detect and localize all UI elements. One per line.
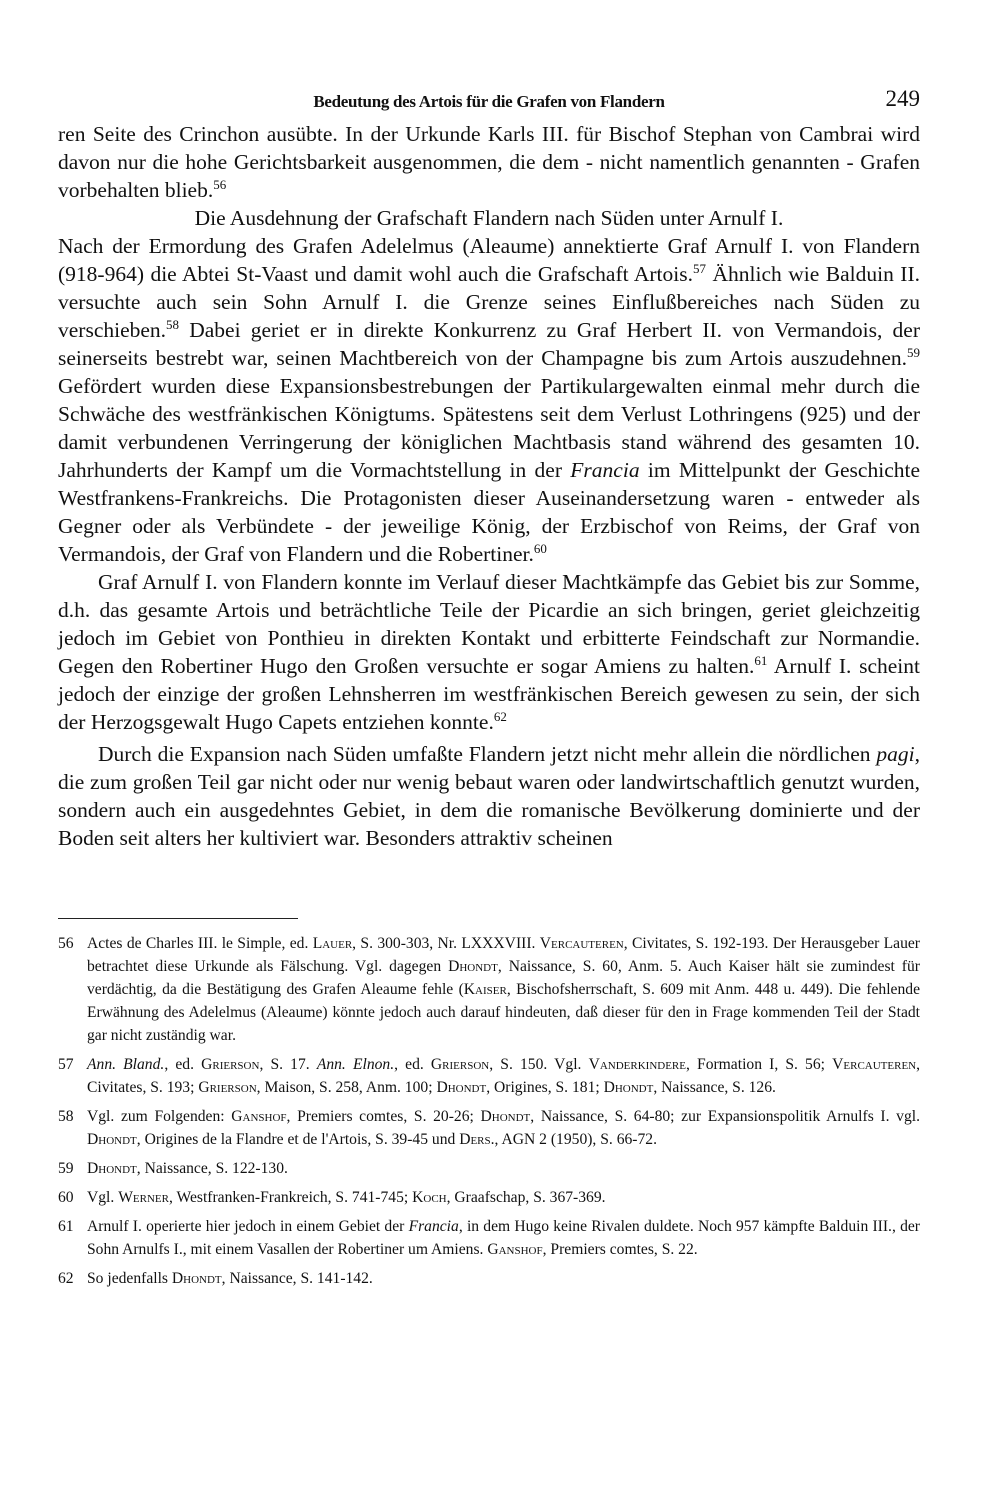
footnote-number: 60 bbox=[58, 1189, 74, 1206]
author-name: Ders. bbox=[459, 1131, 495, 1148]
footnote-ref: 61 bbox=[754, 653, 768, 668]
author-name: Dhondt bbox=[480, 1108, 531, 1125]
text-run: , Naissance, S. 126. bbox=[653, 1079, 776, 1096]
text-run: Durch die Expansion nach Süden umfaßte Flandern jetzt nicht mehr allein die nördlichen bbox=[98, 742, 877, 766]
footnote-text bbox=[87, 1267, 920, 1290]
text-run: Nach der Ermordung des Grafen Adelelmus (Aleaume) annektierte Graf Arnulf I. von Flandern (918-964) die Abtei St-Vaast und damit wohl auch die Grafschaft Artois. bbox=[58, 234, 920, 286]
author-name: Dhondt bbox=[436, 1079, 487, 1096]
section-heading: Die Ausdehnung der Grafschaft Flandern nach Süden unter Arnulf I. bbox=[194, 206, 784, 230]
footnote-text bbox=[87, 1053, 920, 1099]
footnote bbox=[58, 1105, 920, 1151]
author-name: Kaiser bbox=[463, 981, 507, 998]
author-name: Lauer bbox=[312, 935, 353, 952]
footnote bbox=[58, 1215, 920, 1261]
text-run: im Mittelpunkt der Geschichte Westfrankens-Frankreichs. Die Protagonisten dieser Auseinandersetzung waren - entweder als Gegner oder als Verbündete - der jeweilige König, der Erzbischof von Reims, der Graf von Vermandois, der Graf von Flandern und die Robertiner. bbox=[58, 458, 920, 566]
footnote-separator bbox=[58, 918, 298, 919]
book-page bbox=[58, 86, 920, 1296]
footnote-text bbox=[87, 1157, 920, 1180]
footnotes bbox=[58, 932, 920, 1290]
footnote-number: 61 bbox=[58, 1218, 74, 1235]
author-name: Werner bbox=[118, 1189, 169, 1206]
page-number: 249 bbox=[885, 86, 920, 111]
text-run: , Naissance, S. 64-80; zur Expansionspolitik Arnulfs I. vgl. bbox=[530, 1108, 920, 1125]
author-name: Grierson bbox=[201, 1056, 260, 1073]
text-run: , die zum großen Teil gar nicht oder nur wenig bebaut waren oder landwirtschaftlich genutzt wurden, sondern auch ein ausgedehntes Gebiet, in dem die romanische Bevölkerung dominierte und der Boden seit alters her kultiviert war. Besonders attraktiv scheinen bbox=[58, 742, 920, 850]
text-run: , Bischofsherrschaft, S. 609 mit Anm. 448 u. 449). Die fehlende Erwähnung des Adelelmus (Aleaume) könnte jedoch auch darauf hindeuten, daß dieser für den in Frage kommenden Teil der Stadt gar nicht zuständig war. bbox=[87, 981, 920, 1044]
footnote-ref: 59 bbox=[907, 345, 920, 360]
author-name: Dhondt bbox=[603, 1079, 654, 1096]
text-run: Graf Arnulf I. von Flandern konnte im Verlauf dieser Machtkämpfe das Gebiet bis zur Somme, d.h. das gesamte Artois und beträchtliche Teile der Picardie an sich bringen, geriet gleichzeitig jedoch im Gebiet von Ponthieu in direkten Kontakt und erbitterte Feindschaft zur Normandie. Gegen den Robertiner Hugo den Großen versuchte er sogar Amiens zu halten. bbox=[58, 570, 920, 678]
footnote-number: 56 bbox=[58, 935, 74, 952]
author-name: Ganshof bbox=[231, 1108, 287, 1125]
text-run: ren Seite des Crinchon ausübte. In der Urkunde Karls III. für Bischof Stephan von Cambrai wird davon nur die hohe Gerichtsbarkeit ausgenommen, die dem - nicht namentlich genannten - Grafen vorbehalten blieb. bbox=[58, 122, 920, 202]
footnote bbox=[58, 1157, 920, 1180]
text-run: , S. 150. Vgl. bbox=[489, 1056, 589, 1073]
running-head bbox=[58, 86, 920, 120]
text-run: , Origines, S. 181; bbox=[486, 1079, 604, 1096]
main-text bbox=[58, 120, 920, 852]
footnote-text bbox=[87, 1215, 920, 1261]
author-name: Grierson bbox=[198, 1079, 257, 1096]
text-run: So jedenfalls bbox=[87, 1270, 172, 1287]
footnote-text bbox=[87, 1105, 920, 1151]
text-run: , S. 300-303, Nr. LXXXVIII. bbox=[352, 935, 540, 952]
text-run: Actes de Charles III. le Simple, ed. bbox=[87, 935, 313, 952]
text-run: , AGN 2 (1950), S. 66-72. bbox=[494, 1131, 657, 1148]
italic-text: Ann. Bland. bbox=[87, 1056, 165, 1073]
footnote-number: 59 bbox=[58, 1160, 74, 1177]
footnote-ref: 56 bbox=[213, 177, 227, 192]
text-run: , Origines de la Flandre et de l'Artois, S. 39-45 und bbox=[136, 1131, 460, 1148]
text-run: , Civitates, S. 193; bbox=[87, 1056, 921, 1096]
author-name: Vanderkindere bbox=[588, 1056, 686, 1073]
footnote bbox=[58, 1053, 920, 1099]
text-run: , Premiers comtes, S. 20-26; bbox=[286, 1108, 481, 1125]
text-run: , ed. bbox=[164, 1056, 202, 1073]
text-run: Arnulf I. operierte hier jedoch in einem Gebiet der bbox=[87, 1218, 409, 1235]
footnote bbox=[58, 1186, 920, 1209]
text-run: , Naissance, S. 141-142. bbox=[221, 1270, 373, 1287]
text-run: , ed. bbox=[394, 1056, 431, 1073]
footnote-text bbox=[87, 1186, 920, 1209]
text-run: Vgl. bbox=[87, 1189, 119, 1206]
paragraph-continuation bbox=[58, 120, 920, 204]
paragraph bbox=[58, 568, 920, 736]
text-run: Vgl. zum Folgenden: bbox=[87, 1108, 232, 1125]
footnote-number: 62 bbox=[58, 1270, 74, 1287]
italic-text: Ann. Elnon. bbox=[316, 1056, 395, 1073]
text-run: , S. 17. bbox=[259, 1056, 317, 1073]
running-title: Bedeutung des Artois für die Grafen von Flandern bbox=[313, 92, 665, 111]
text-run: Dabei geriet er in direkte Konkurrenz zu Graf Herbert II. von Vermandois, der seinerseits bestrebt war, seinen Machtbereich von der Champagne bis zum Artois auszudehnen. bbox=[58, 318, 920, 370]
author-name: Dhondt bbox=[171, 1270, 222, 1287]
text-run: , Premiers comtes, S. 22. bbox=[542, 1241, 698, 1258]
footnote-ref: 57 bbox=[693, 261, 706, 276]
text-run: Ähnlich wie Balduin II. versuchte auch sein Sohn Arnulf I. die Grenze seines Einflußbereiches nach Süden zu verschieben. bbox=[58, 262, 920, 342]
text-run: , Civitates, S. 192-193. Der Herausgeber Lauer betrachtet diese Urkunde als Fälschung. Vgl. dagegen bbox=[87, 935, 921, 975]
footnote bbox=[58, 932, 920, 1047]
author-name: Dhondt bbox=[87, 1131, 137, 1148]
footnote-number: 58 bbox=[58, 1108, 74, 1125]
text-run: , Naissance, S. 122-130. bbox=[136, 1160, 288, 1177]
author-name: Dhondt bbox=[87, 1160, 137, 1177]
footnote-number: 57 bbox=[58, 1056, 74, 1073]
text-run: , Westfranken-Frankreich, S. 741-745; bbox=[168, 1189, 413, 1206]
author-name: Ganshof bbox=[487, 1241, 543, 1258]
footnote-text bbox=[87, 932, 920, 1047]
footnote bbox=[58, 1267, 920, 1290]
paragraph bbox=[58, 232, 920, 568]
footnote-ref: 58 bbox=[166, 317, 180, 332]
author-name: Dhondt bbox=[448, 958, 498, 975]
author-name: Vercauteren bbox=[539, 935, 624, 952]
italic-text: pagi bbox=[876, 742, 915, 766]
text-run: Arnulf I. scheint jedoch der einzige der großen Lehnsherren im westfränkischen Bereich gewesen zu sein, der sich der Herzogsgewalt Hugo Capets entziehen konnte. bbox=[58, 654, 920, 734]
text-run: , Maison, S. 258, Anm. 100; bbox=[256, 1079, 437, 1096]
paragraph bbox=[58, 740, 920, 852]
text-run: , Formation I, S. 56; bbox=[685, 1056, 833, 1073]
text-run: , Graafschap, S. 367-369. bbox=[446, 1189, 606, 1206]
italic-text: Francia bbox=[408, 1218, 459, 1235]
author-name: Vercauteren bbox=[832, 1056, 917, 1073]
text-run: Gefördert wurden diese Expansionsbestrebungen der Partikulargewalten einmal mehr durch die Schwäche des westfränkischen Königtums. Spätestens seit dem Verlust Lothringens (925) und der damit verbundenen Verringerung der königlichen Machtbasis stand während des gesamten 10. Jahrhunderts der Kampf um die Vormachtstellung in der bbox=[58, 374, 920, 482]
author-name: Grierson bbox=[430, 1056, 490, 1073]
italic-text: Francia bbox=[570, 458, 640, 482]
text-run: , in dem Hugo keine Rivalen duldete. Noch 957 kämpfte Balduin III., der Sohn Arnulfs I., mit einem Vasallen der Robertiner um Amiens. bbox=[87, 1218, 920, 1258]
footnote-ref: 60 bbox=[533, 541, 547, 556]
text-run: , Naissance, S. 60, Anm. 5. Auch Kaiser hält sie zumindest für verdächtig, da die Bestätigung des Grafen Aleaume fehle ( bbox=[87, 958, 920, 998]
author-name: Koch bbox=[412, 1189, 447, 1206]
footnote-ref: 62 bbox=[493, 709, 507, 724]
